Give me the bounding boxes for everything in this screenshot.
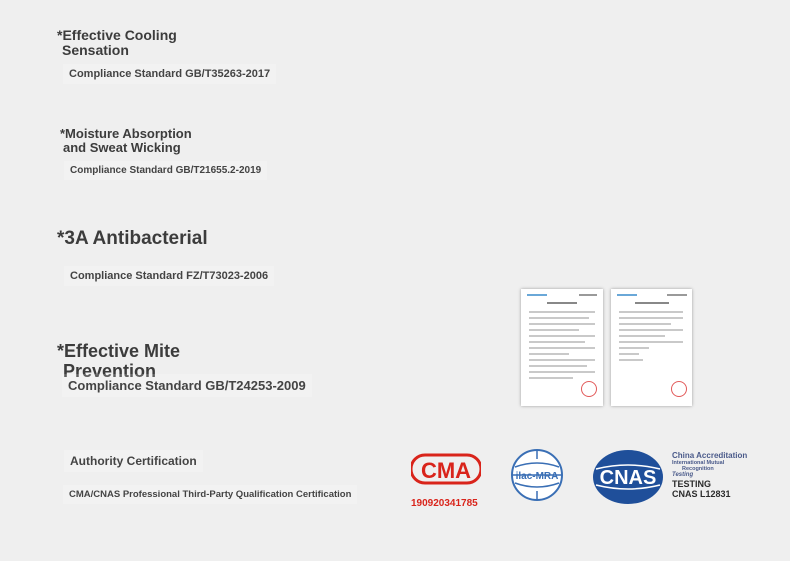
cnas-text: CNAS [599, 467, 657, 489]
cnas-logo [590, 447, 670, 507]
cnas-line5: TESTING [672, 479, 712, 489]
feature-antibacterial-title [57, 229, 208, 250]
feature-antibacterial-standard: Compliance Standard FZ/T73023-2006 [64, 266, 274, 286]
cma-number: 190920341785 [411, 498, 478, 509]
cnas-line3: Recognition [682, 466, 714, 472]
feature-title-line1: *Moisture Absorption [60, 126, 192, 141]
red-seal-icon [581, 381, 597, 397]
feature-title-line1: *Effective Cooling [57, 27, 177, 43]
feature-title-line1: *Effective Mite [57, 341, 181, 361]
test-report-document [521, 289, 603, 406]
cnas-line6: CNAS L12831 [672, 489, 731, 499]
feature-moisture-standard: Compliance Standard GB/T21655.2-2019 [64, 161, 267, 180]
cnas-globe-icon [590, 447, 670, 507]
feature-cooling-title [57, 28, 177, 59]
ilac-globe-icon [509, 447, 565, 503]
authority-subtitle: CMA/CNAS Professional Third-Party Qualification Certification [63, 485, 357, 504]
authority-title: Authority Certification [64, 450, 203, 472]
cma-logo-icon [411, 451, 481, 487]
cma-logo [411, 451, 481, 511]
test-report-document [611, 289, 692, 406]
feature-mite-standard: Compliance Standard GB/T24253-2009 [62, 374, 312, 397]
feature-title-line2: Sensation [62, 42, 129, 59]
cnas-line4: Testing [672, 472, 694, 478]
cnas-line1: China Accreditation [672, 451, 748, 460]
ilac-text: ilac-MRA [515, 471, 559, 482]
red-seal-icon [671, 381, 687, 397]
feature-title-line2: and Sweat Wicking [63, 140, 181, 156]
cnas-accreditation-text [672, 451, 782, 499]
feature-moisture-title [60, 127, 192, 156]
feature-cooling-standard: Compliance Standard GB/T35263-2017 [63, 64, 276, 84]
feature-title-line2: Prevention [63, 360, 157, 381]
cma-text: CMA [420, 458, 472, 483]
cnas-line2: International Mutual [672, 460, 725, 466]
ilac-mra-logo [509, 447, 565, 503]
feature-title-line1: *3A Antibacterial [57, 228, 208, 249]
